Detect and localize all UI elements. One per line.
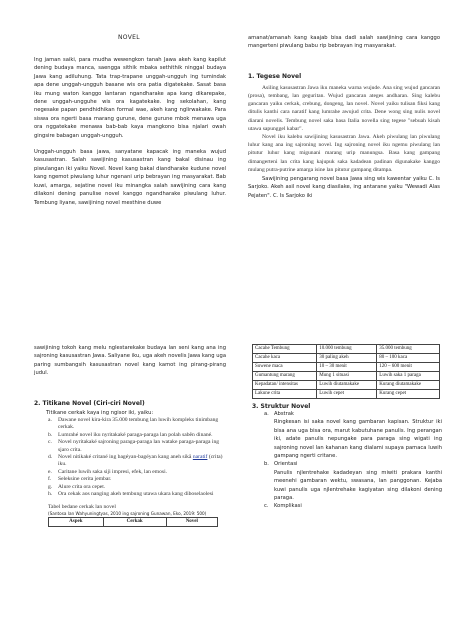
left-column-top: [34, 56, 226, 207]
paragraph: Sawijining pengarang novel basa Jawa sing wis kawentar yaiku C. Is Sarjoko. Akeh asil novel kang diasilake, ing antarane yaiku "Wewadi Alas Pejaten". C. Is Sarjoko iki: [248, 176, 440, 199]
table-row: [253, 390, 440, 399]
list-item: g. Alure crita ora cepet.: [48, 483, 106, 490]
paragraph: Unggah-ungguh basa jawa, sanyatane kapacak ing maneka wujud kasusastran. Salah sawijining kasusastran kang bakal disinau ing piwulangan iki yaiku Novel. Novel kang bakal diandharake kudune novel kang ngemot piwulang luhur ngenani urip bebrayan ing masyarakat. Bab kuwi, amarga, sejatine novel iku minangka salah sawijining cara kang dilakoni dening panulise novel kanggo ngandharake piwulang luhur. Tembung liyane, sawijining novel mesthine duwe: [34, 149, 226, 206]
paragraph: Ing jaman saiki, para mudha wewengkon tanah Jawa akeh kang kapilut dening budaya manca, saengga sithik mbaka sethithik ninggal budaya Jawa kang adiluhung. Tata trap-trapane unggah-ungguh ing tumindak apa dene unggah-ungguh basane wis ora patia digatekake. Sasat basa iku mung waton kanggo lantaran ngandharake apa kang dikarepake, dene unggah-ungguhe wis ora kagatekake. Ing sekolahan, kang negesake papan pendhidhikan formal wae, akeh kang nglirwakake. Para siswa ora ngerti basa marang gurune, dene gurune mbok menawa uga ora nggatekake menawa bab-bab kaya mangkono bisa njalari owah gingsire babagan unggah-ungguh.: [34, 57, 226, 139]
comparison-table-header: [48, 517, 218, 527]
table-row: [253, 354, 440, 363]
table-cell: 35.000 tembung: [377, 345, 440, 354]
list-item: f. Seleksine cerita jembar.: [48, 476, 112, 483]
table-source: (Santosa lan Wahyuningtyas, 2010 ing sajroning Gunawan, Eko, 2019: 500): [48, 510, 207, 516]
paragraph: Asiling kasusastran Jawa iku maneka warna wujude. Ana sing wujud gancaran (prosa), tembang, lan geguritan. Wujud gancaran ateges andharan. Sing kalebu gancaran yaiku cerkak, crebung, dongeng, lan novel. Novel yaiku tulisan fiksi kang ditulis kanthi cara naratif kang lumrahe awujud crita. Dene wong sing nulis novel diarani novelis. Tembung novel saka basa Italia novella sing tegese "sebuah kisah utawa sapunggel kabar".: [248, 84, 440, 132]
table-cell: Cacahe Tembung: [253, 345, 317, 354]
table-cell: Luwih diutamakake: [317, 381, 377, 390]
table-cell: Luwih saka 1 paraga: [377, 372, 440, 381]
table-header-cell: Cerkak: [103, 517, 166, 526]
table-row: [253, 345, 440, 354]
list-intro: Titikane cerkak kaya ing ngisor iki, yaiku:: [46, 409, 154, 416]
table-cell: Kurang cepet: [377, 390, 440, 399]
list-item: h. Ora cekak aos nanging akeh tembung utawa ukara kang diboselaolesi: [48, 491, 214, 498]
table-row: [253, 363, 440, 372]
table-header-cell: Novel: [166, 517, 217, 526]
table-cell: 80 – 100 kaca: [377, 354, 440, 363]
list-item-title: Orientasi: [274, 461, 298, 468]
list-item-text: Ringkesan isi saka novel kang gambaran kapisan. Struktur iki bisa ana uga bisa ora, marut kabutuhane panulis. Ing perangan iki, adate panulis nepungake para paraga sing wigati ing sajroning novel lan kahanan kang dialami supaya pamaca luwih gampang ngerti critane.: [274, 419, 442, 460]
section-heading: 3. Struktur Novel: [252, 403, 311, 410]
table-cell: Kepadatan/ intensitas: [253, 381, 317, 390]
table-row: [49, 517, 218, 526]
table-cell: 10.000 tembung: [317, 345, 377, 354]
table-cell: 10 – 30 menit: [317, 363, 377, 372]
comparison-table: [252, 344, 440, 399]
table-cell: 120 – 600 menit: [377, 363, 440, 372]
list-item: d. Novel nitikaké critané ing bagéyan-bagéyan kang aneh sikā naratif (crita) iku.: [48, 454, 223, 468]
list-item: b. Lumrahé novel iku nyritakaké paraga-paraga lan polah sabên dinané.: [48, 431, 213, 438]
list-item: c. Novel nyritakaké sajroning paraga-paraga lan watake paraga-paraga ing sjaro crita.: [48, 439, 220, 453]
paragraph: sawijining tokoh kang melu nglestarekake budaya lan seni kang ana ing sajroning kasusastran Jawa. Saliyane iku, uga akeh novelis Jawa kang uga paring sumbangsih kasusastran novel kang kamot ing pirang-pirang judul.: [34, 345, 226, 377]
naratif-link[interactable]: naratif: [192, 454, 208, 461]
feature-list: [34, 417, 226, 498]
paragraph: Novel iku kalebu sawijining kasusastran Jawa. Akeh piwulang lan piwulang luhur kang ana ing sajroning novel. Ing sajroning novel iku ngemu piwulang lan pitutur luhur kang migunani marang urip manungsa. Basa kang gampang dimangerteni lan crita kang kajupuk saka kadadean padinan digunakake kanggo mulang putra-putrine amarga isine lan pitutur gampang ditampa.: [248, 134, 440, 173]
table-cell: Lakune crita: [253, 390, 317, 399]
list-item: b. Orientasi Panulis njlentrehake kadadeyan sing miwiti prakara kanthi meenehi gambaran wektu, swasana, lan panggonan. Kejaba kuwi panulis uga njlentrehake kagiyatan sing dilakoni dening paraga.: [264, 461, 442, 502]
list-item: a. Abstrak Ringkesan isi saka novel kang gambaran kapisan. Struktur iki bisa ana uga bisa ora, marut kabutuhane panulis. Ing perangan iki, adate panulis nepungake para paraga sing wigati ing sajroning novel lan kahanan kang dialami supaya pamaca luwih gampang ngerti critane.: [264, 411, 442, 460]
table-cell: Kurang diutamakake: [377, 381, 440, 390]
table-header-cell: Aspek: [49, 517, 104, 526]
section-heading: 1. Tegese Novel: [248, 72, 302, 80]
section-heading: 2. Titikane Novel (Ciri-ciri Novel): [34, 399, 145, 407]
right-column-top: [248, 34, 440, 200]
table-row: [253, 372, 440, 381]
list-item: e. Caritane luwih saka siji impresi, efek, lan emosi.: [48, 468, 168, 475]
table-cell: Luwih cepet: [317, 390, 377, 399]
table-cell: 30 paling akeh: [317, 354, 377, 363]
right-column-bottom: [252, 344, 442, 511]
table-row: [253, 381, 440, 390]
list-item-title: Komplikasi: [274, 503, 302, 510]
table-cell: Mung 1 situasi: [317, 372, 377, 381]
table-cell: Suwene maca: [253, 363, 317, 372]
paragraph: amanat/amanah kang kaajab bisa dadi salah sawijining cara kanggo mangerteni piwulang babu rip bebrayan ing masyarakat.: [248, 35, 440, 50]
table-cell: Gumantung marang: [253, 372, 317, 381]
page-title: NOVEL: [118, 34, 140, 41]
list-item-title: Abstrak: [274, 411, 294, 417]
list-item-text: Panulis njlentrehake kadadeyan sing miwiti prakara kanthi meenehi gambaran wektu, swasana, lan panggonan. Kejaba kuwi panulis uga njlentrehake kagiyatan sing dilakoni dening paraga.: [274, 469, 442, 502]
table-caption: Tabel bedane cerkak lan novel: [48, 503, 116, 510]
structure-list: [252, 410, 442, 511]
list-item: a. Dawane novel kira-kira 35.000 tembung lan luwih kompleks tinimbang cerkak.: [48, 417, 219, 431]
table-cell: Cacahe kaca: [253, 354, 317, 363]
list-item: c. Komplikasi: [264, 503, 302, 510]
left-column-bottom: [34, 344, 226, 527]
